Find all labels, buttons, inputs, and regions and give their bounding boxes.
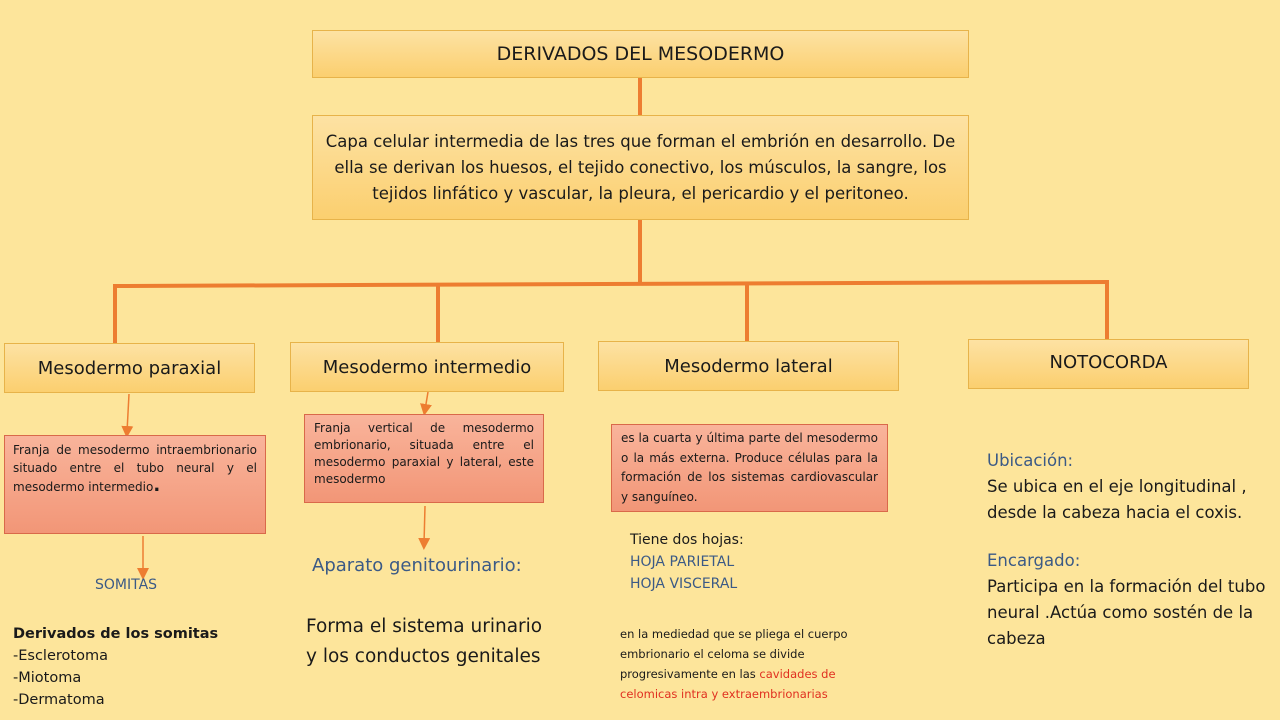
lateral-label: Mesodermo lateral: [664, 355, 833, 377]
title-box: [312, 30, 969, 78]
role-text: Participa en la formación del tubo neural .Actúa como sostén de la cabeza: [987, 577, 1266, 648]
location-title: Ubicación:: [987, 451, 1074, 470]
lateral-note-highlight: cavidades de celomicas intra y extraembrionarias: [620, 667, 836, 701]
intermedio-box: [290, 342, 564, 392]
notocorda-label: NOTOCORDA: [1049, 351, 1168, 373]
somitas-derivatives: [13, 623, 273, 711]
paraxial-box: [4, 343, 255, 393]
definition-box: [312, 115, 969, 220]
notocorda-details: [987, 448, 1272, 652]
intermedio-arrow: [425, 392, 428, 410]
intermedio-description-box: [304, 414, 544, 503]
intermedio-description: Franja vertical de mesodermo embrionario, situada entre el mesodermo paraxial y lateral, este mesodermo: [314, 421, 534, 486]
role-title: Encargado:: [987, 551, 1081, 570]
lateral-description: es la cuarta y última parte del mesodermo o la más externa. Produce células para la formación de los sistemas cardiovascular y sanguíneo.: [621, 431, 878, 504]
paraxial-arrow: [127, 394, 129, 432]
paraxial-description-box: [4, 435, 266, 534]
genitourinario-arrow: [424, 506, 425, 544]
definition-text: Capa celular intermedia de las tres que forman el embrión en desarrollo. De ella se derivan los huesos, el tejido conectivo, los músculos, la sangre, los tejidos linfático y vascular, la pleura, el pericardio y el peritoneo.: [325, 131, 956, 203]
derivatives-title: Derivados de los somitas: [13, 626, 219, 642]
paraxial-description-end: .: [153, 475, 161, 496]
genitourinario-label: Aparato genitourinario:: [312, 555, 522, 576]
paraxial-label: Mesodermo paraxial: [37, 357, 222, 379]
horizontal-connector: [115, 282, 1107, 286]
page-title: DERIVADOS DEL MESODERMO: [496, 43, 785, 65]
layer-item: HOJA VISCERAL: [630, 576, 738, 592]
lateral-layers: [630, 529, 744, 595]
lateral-note-text: en la mediedad que se pliega el cuerpo embrionario el celoma se divide progresivamente en las: [620, 627, 848, 681]
layers-title: Tiene dos hojas:: [630, 532, 744, 548]
lateral-box: [598, 341, 899, 391]
notocorda-box: [968, 339, 1249, 389]
derivative-item: -Miotoma: [13, 670, 82, 686]
intermedio-label: Mesodermo intermedio: [322, 356, 532, 378]
location-text: Se ubica en el eje longitudinal , desde la cabeza hacia el coxis.: [987, 477, 1247, 522]
derivative-item: -Esclerotoma: [13, 648, 108, 664]
layer-item: HOJA PARIETAL: [630, 554, 735, 570]
lateral-note: [620, 624, 888, 704]
genitourinario-detail: Forma el sistema urinario y los conductos genitales: [306, 616, 543, 667]
derivative-item: -Dermatoma: [13, 692, 105, 708]
somitas-label: SOMITAS: [95, 577, 158, 593]
lateral-description-box: [611, 424, 888, 512]
paraxial-description: Franja de mesodermo intraembrionario situado entre el tubo neural y el mesodermo intermedio: [13, 443, 257, 494]
